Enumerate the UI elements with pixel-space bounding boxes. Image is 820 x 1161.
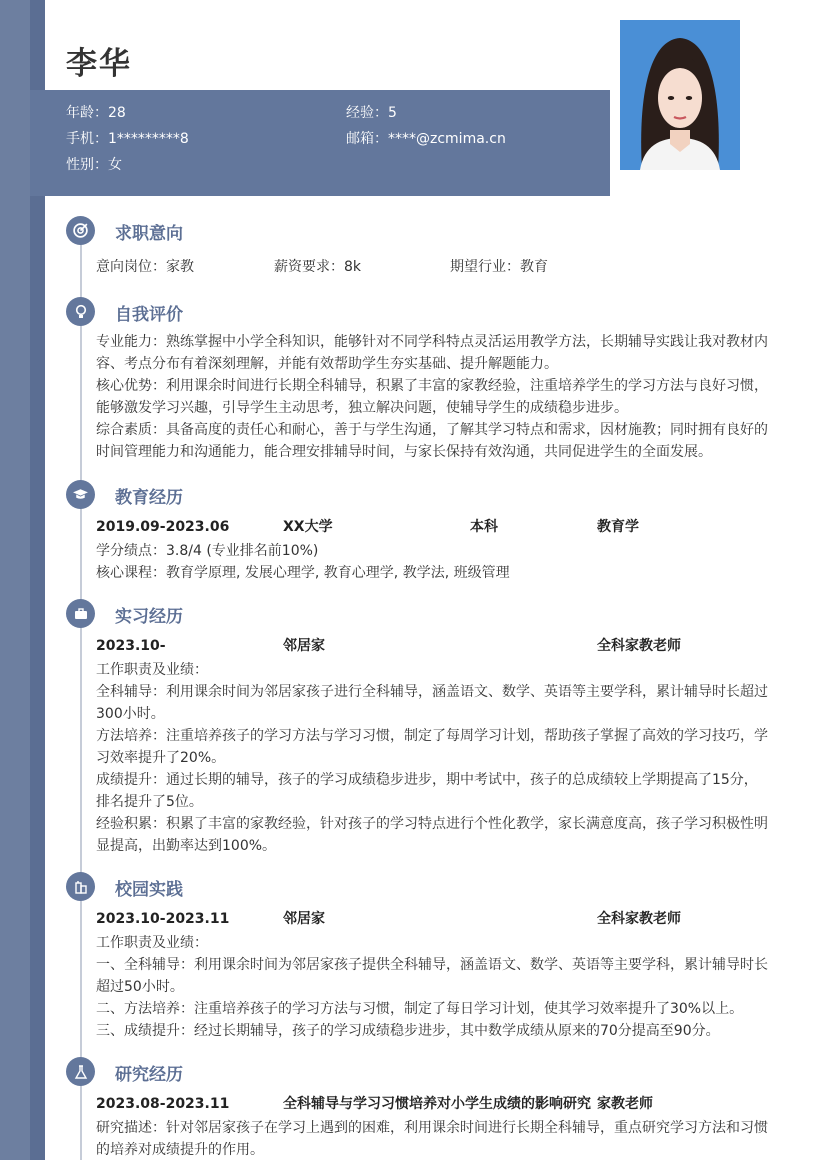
research-role: 家教老师 xyxy=(597,1096,653,1112)
section-campus-practice xyxy=(66,872,770,1042)
education-major: 教育学 xyxy=(597,519,639,535)
section-job-intent xyxy=(66,216,770,280)
internship-role: 全科家教老师 xyxy=(597,638,681,654)
self-eval-paragraph: 综合素质：具备高度的责任心和耐心，善于与学生沟通，了解其学习特点和需求，因材施教；同时拥有良好的时间管理能力和沟通能力，能合理安排辅导时间，与家长保持有效沟通，共同促进学生的全面发展。 xyxy=(96,422,768,460)
self-eval-paragraph: 专业能力：熟练掌握中小学全科知识，能够针对不同学科特点灵活运用教学方法，长期辅导实践让我对教材内容、考点分布有着深刻理解，并能有效帮助学生夯实基础、提升解题能力。 xyxy=(96,334,768,372)
lightbulb-icon xyxy=(66,297,95,326)
section-research xyxy=(66,1057,770,1161)
profile-photo xyxy=(620,20,740,170)
email-field: 邮箱：****@zcmima.cn xyxy=(346,131,506,147)
phone-field: 手机：1*********8 xyxy=(66,131,189,147)
age-field: 年龄：28 xyxy=(66,105,126,121)
section-title: 求职意向 xyxy=(115,224,183,244)
internship-line: 全科辅导：利用课余时间为邻居家孩子进行全科辅导，涵盖语文、数学、英语等主要学科，累计辅导时长超过300小时。 xyxy=(96,684,768,722)
section-title: 研究经历 xyxy=(115,1065,183,1085)
internship-line: 工作职责及业绩： xyxy=(96,662,208,678)
briefcase-icon xyxy=(66,599,95,628)
section-title: 校园实践 xyxy=(115,880,183,900)
candidate-name: 李华 xyxy=(66,46,132,82)
section-education xyxy=(66,480,770,584)
internship-line: 经验积累：积累了丰富的家教经验，针对孩子的学习特点进行个性化教学，家长满意度高，孩子学习积极性明显提高，出勤率达到100%。 xyxy=(96,816,768,854)
research-line: 研究描述：针对邻居家孩子在学习上遇到的困难，利用课余时间进行长期全科辅导，重点研究学习方法和习惯的培养对成绩提升的作用。 xyxy=(96,1120,768,1158)
campus-line: 三、成绩提升：经过长期辅导，孩子的学习成绩稳步进步，其中数学成绩从原来的70分提高至90分。 xyxy=(96,1023,720,1039)
education-line: 核心课程：教育学原理, 发展心理学, 教育心理学, 教学法, 班级管理 xyxy=(96,565,510,581)
campus-line: 二、方法培养：注重培养孩子的学习方法与习惯，制定了每日学习计划，使其学习效率提升了30%以上。 xyxy=(96,1001,744,1017)
education-degree: 本科 xyxy=(470,519,498,535)
campus-date: 2023.10-2023.11 xyxy=(96,911,230,927)
internship-line: 方法培养：注重培养孩子的学习方法与学习习惯，制定了每周学习计划，帮助孩子掌握了高效的学习技巧，学习效率提升了20%。 xyxy=(96,728,768,766)
intent-position: 意向岗位：家教 xyxy=(96,259,194,275)
section-title: 实习经历 xyxy=(115,607,183,627)
research-date: 2023.08-2023.11 xyxy=(96,1096,230,1112)
section-self-evaluation xyxy=(66,297,770,463)
personal-info-band xyxy=(30,90,610,196)
building-icon xyxy=(66,872,95,901)
section-internship xyxy=(66,599,770,857)
left-edge-stripe xyxy=(0,0,30,1160)
campus-org: 邻居家 xyxy=(283,911,325,927)
education-school: XX大学 xyxy=(283,519,333,535)
education-date: 2019.09-2023.06 xyxy=(96,519,230,535)
internship-date: 2023.10- xyxy=(96,638,166,654)
internship-line: 成绩提升：通过长期的辅导，孩子的学习成绩稳步进步，期中考试中，孩子的总成绩较上学期提高了15分，排名提升了5位。 xyxy=(96,772,758,810)
intent-salary: 薪资要求：8k xyxy=(274,259,362,275)
research-project: 全科辅导与学习习惯培养对小学生成绩的影响研究 xyxy=(283,1096,591,1112)
section-title: 自我评价 xyxy=(115,305,183,325)
campus-line: 工作职责及业绩： xyxy=(96,935,208,951)
self-eval-paragraph: 核心优势：利用课余时间进行长期全科辅导，积累了丰富的家教经验，注重培养学生的学习方法与良好习惯，能够激发学习兴趣，引导学生主动思考，独立解决问题，使辅导学生的成绩稳步进步。 xyxy=(96,378,768,416)
campus-role: 全科家教老师 xyxy=(597,911,681,927)
graduation-cap-icon xyxy=(66,480,95,509)
education-line: 学分绩点：3.8/4 (专业排名前10%) xyxy=(96,543,319,559)
target-icon xyxy=(66,216,95,245)
section-title: 教育经历 xyxy=(115,488,183,508)
experience-field: 经验：5 xyxy=(346,105,397,121)
campus-line: 一、全科辅导：利用课余时间为邻居家孩子提供全科辅导，涵盖语文、数学、英语等主要学科，累计辅导时长超过50小时。 xyxy=(96,957,768,995)
flask-icon xyxy=(66,1057,95,1086)
gender-field: 性别：女 xyxy=(66,157,122,173)
intent-industry: 期望行业：教育 xyxy=(450,259,548,275)
internship-org: 邻居家 xyxy=(283,638,325,654)
